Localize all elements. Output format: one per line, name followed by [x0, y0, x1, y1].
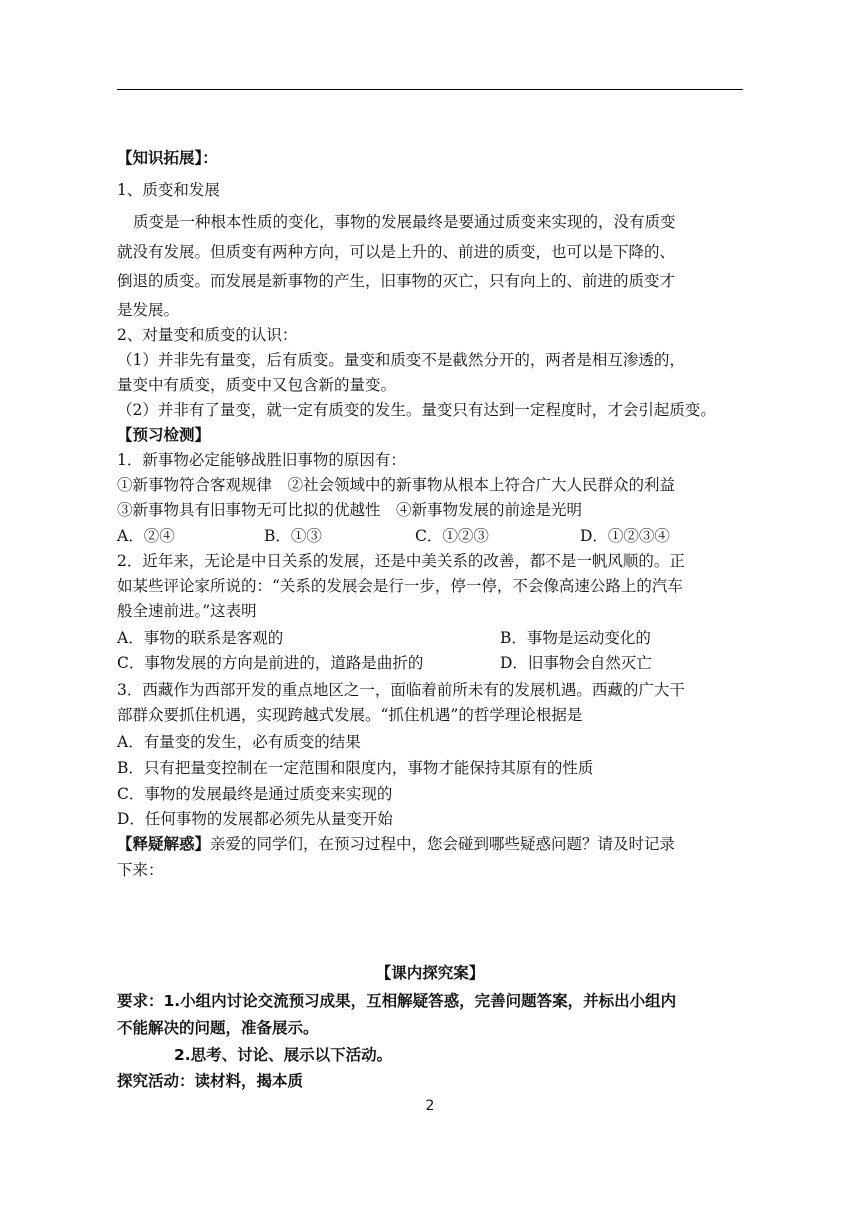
doubts-line — [117, 834, 757, 854]
section-1-title: 1、质变和发展 — [117, 181, 220, 199]
page-number: 2 — [425, 1098, 435, 1114]
question-1-item: ③新事物具有旧事物无可比拟的优越性 ④新事物发展的前途是光明 — [117, 501, 583, 519]
question-2-option-b: B．事物是运动变化的 — [500, 629, 651, 647]
question-3-stem: 3．西藏作为西部开发的重点地区之一，面临着前所未有的发展机遇。西藏的广大干 — [117, 681, 685, 699]
question-3-option-b: B．只有把量变控制在一定范围和限度内，事物才能保持其原有的性质 — [117, 759, 594, 777]
paragraph-line: 量变中有质变，质变中又包含新的量变。 — [117, 376, 397, 394]
paragraph-line: 是发展。 — [117, 301, 180, 319]
question-2-option-a: A．事物的联系是客观的 — [117, 629, 284, 647]
question-3-stem: 部群众要抓住机遇，实现跨越式发展。“抓住机遇”的哲学理论根据是 — [117, 706, 583, 724]
doubts-text: 亲爱的同学们，在预习过程中，您会碰到哪些疑惑问题？请及时记录 — [210, 835, 676, 853]
question-1-option-c: C．①②③ — [415, 527, 489, 545]
question-3-option-d: D．任何事物的发展都必须先从量变开始 — [117, 810, 393, 828]
doubts-heading: 【释疑解惑】 — [117, 835, 211, 853]
paragraph-line: 就没有发展。但质变有两种方向，可以是上升的、前进的质变，也可以是下降的、 — [117, 243, 676, 261]
paragraph-line: （2）并非有了量变，就一定有质变的发生。量变只有达到一定程度时，才会引起质变。 — [117, 401, 716, 419]
question-1-option-a: A．②④ — [117, 527, 175, 545]
question-1-item: ①新事物符合客观规律 ②社会领域中的新事物从根本上符合广大人民群众的利益 — [117, 476, 676, 494]
question-1-option-b: B．①③ — [264, 527, 322, 545]
question-3-option-c: C．事物的发展最终是通过质变来实现的 — [117, 785, 393, 803]
section-2-title: 2、对量变和质变的认识： — [117, 326, 298, 344]
question-2-stem: 如某些评论家所说的：“关系的发展会是行一步，停一停，不会像高速公路上的汽车 — [117, 577, 683, 595]
preview-heading: 【预习检测】 — [117, 426, 211, 444]
explore-requirement: 不能解决的问题，准备展示。 — [117, 1019, 319, 1037]
paragraph-line: 倒退的质变。而发展是新事物的产生，旧事物的灭亡，只有向上的、前进的质变才 — [117, 272, 676, 290]
question-1-option-d: D．①②③④ — [580, 527, 670, 545]
explore-requirement: 要求：1.小组内讨论交流预习成果，互相解疑答惑，完善问题答案，并标出小组内 — [117, 992, 677, 1010]
knowledge-heading: 【知识拓展】： — [117, 149, 218, 167]
question-2-stem: 2．近年来，无论是中日关系的发展，还是中美关系的改善，都不是一帆风顺的。正 — [117, 552, 685, 570]
paragraph-line: 质变是一种根本性质的变化，事物的发展最终是要通过质变来实现的，没有质变 — [133, 213, 676, 231]
explore-title: 【课内探究案】 — [375, 964, 485, 982]
doubts-text-cont: 下来： — [117, 861, 164, 879]
explore-requirement-2: 2.思考、讨论、展示以下活动。 — [174, 1046, 393, 1064]
question-1-stem: 1．新事物必定能够战胜旧事物的原因有： — [117, 451, 406, 469]
question-3-option-a: A．有量变的发生，必有质变的结果 — [117, 733, 361, 751]
header-rule — [117, 89, 743, 90]
paragraph-line: （1）并非先有量变，后有质变。量变和质变不是截然分开的，两者是相互渗透的， — [117, 351, 685, 369]
question-2-stem: 般全速前进。”这表明 — [117, 602, 257, 620]
explore-activity: 探究活动：读材料，揭本质 — [117, 1072, 304, 1090]
question-2-option-d: D．旧事物会自然灭亡 — [500, 654, 652, 672]
question-2-option-c: C．事物发展的方向是前进的，道路是曲折的 — [117, 654, 424, 672]
